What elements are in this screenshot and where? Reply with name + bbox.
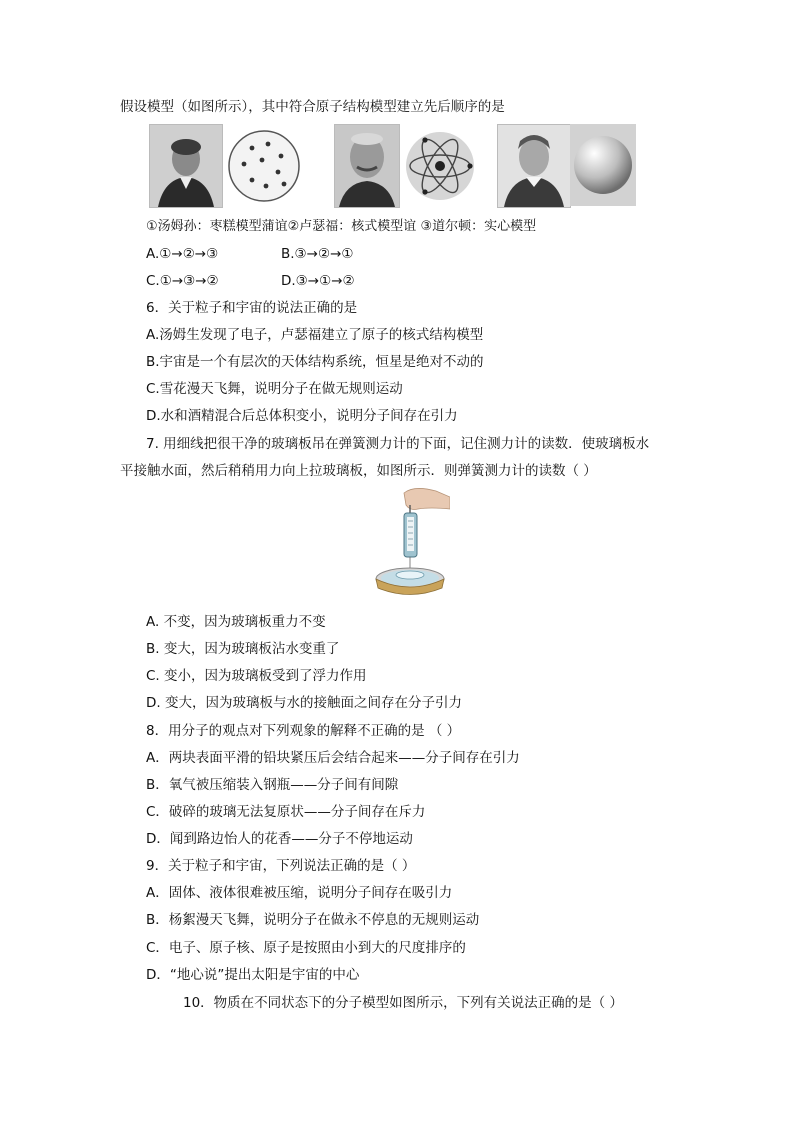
q5-option-b: B.③→②→① [281, 246, 354, 262]
q5-caption: ①汤姆孙：枣糕模型蒲谊②卢瑟福：核式模型谊 ③道尔顿：实心模型 [146, 219, 537, 234]
q8-option-a: A．两块表面平滑的铅块紧压后会结合起来——分子间存在引力 [146, 750, 520, 766]
q8-stem: 8．用分子的观点对下列观象的解释不正确的是 （ ） [146, 723, 461, 739]
q9-option-d: D．“地心说”提出太阳是宇宙的中心 [146, 967, 360, 983]
q7-stem-line2: 平接触水面，然后稍稍用力向上拉玻璃板，如图所示．则弹簧测力计的读数（ ） [120, 463, 597, 479]
q9-option-c: C．电子、原子核、原子是按照由小到大的尺度排序的 [146, 940, 466, 956]
q7-option-c: C. 变小，因为玻璃板受到了浮力作用 [146, 668, 367, 684]
solid-sphere-model-diagram [570, 124, 636, 206]
q7-stem-line1: 7. 用细线把很干净的玻璃板吊在弹簧测力计的下面，记住测力计的读数．使玻璃板水 [146, 436, 650, 452]
q6-stem: 6．关于粒子和宇宙的说法正确的是 [146, 300, 358, 316]
spring-scale-glass-plate-figure [370, 487, 450, 599]
rutherford-portrait [334, 124, 400, 208]
q9-option-a: A．固体、液体很难被压缩，说明分子间存在吸引力 [146, 885, 453, 901]
dalton-portrait [497, 124, 571, 208]
q9-option-b: B．杨絮漫天飞舞，说明分子在做永不停息的无规则运动 [146, 912, 480, 928]
q9-stem: 9．关于粒子和宇宙，下列说法正确的是（ ） [146, 858, 416, 874]
q10-stem: 10．物质在不同状态下的分子模型如图所示，下列有关说法正确的是（ ） [183, 995, 623, 1011]
q5-option-c: C.①→③→② [146, 273, 219, 289]
q7-option-d: D. 变大，因为玻璃板与水的接触面之间存在分子引力 [146, 695, 462, 711]
thomson-portrait [149, 124, 223, 208]
q8-option-b: B．氧气被压缩装入钢瓶——分子间有间隙 [146, 777, 399, 793]
q7-option-b: B. 变大，因为玻璃板沾水变重了 [146, 641, 340, 657]
q6-option-d: D.水和酒精混合后总体积变小，说明分子间存在引力 [146, 408, 458, 424]
q6-option-c: C.雪花漫天飞舞，说明分子在做无规则运动 [146, 381, 403, 397]
q7-option-a: A. 不变，因为玻璃板重力不变 [146, 614, 326, 630]
q8-option-d: D．闻到路边怡人的花香——分子不停地运动 [146, 831, 413, 847]
q6-option-a: A.汤姆生发现了电子，卢瑟福建立了原子的核式结构模型 [146, 327, 484, 343]
q8-option-c: C．破碎的玻璃无法复原状——分子间存在斥力 [146, 804, 426, 820]
nuclear-model-diagram [402, 128, 478, 204]
plum-pudding-model-diagram [226, 128, 302, 204]
q5-option-d: D.③→①→② [281, 273, 355, 289]
q5-option-a: A.①→②→③ [146, 246, 219, 262]
q6-option-b: B.宇宙是一个有层次的天体结构系统，恒星是绝对不动的 [146, 354, 484, 370]
intro-text: 假设模型（如图所示），其中符合原子结构模型建立先后顺序的是 [120, 99, 505, 115]
